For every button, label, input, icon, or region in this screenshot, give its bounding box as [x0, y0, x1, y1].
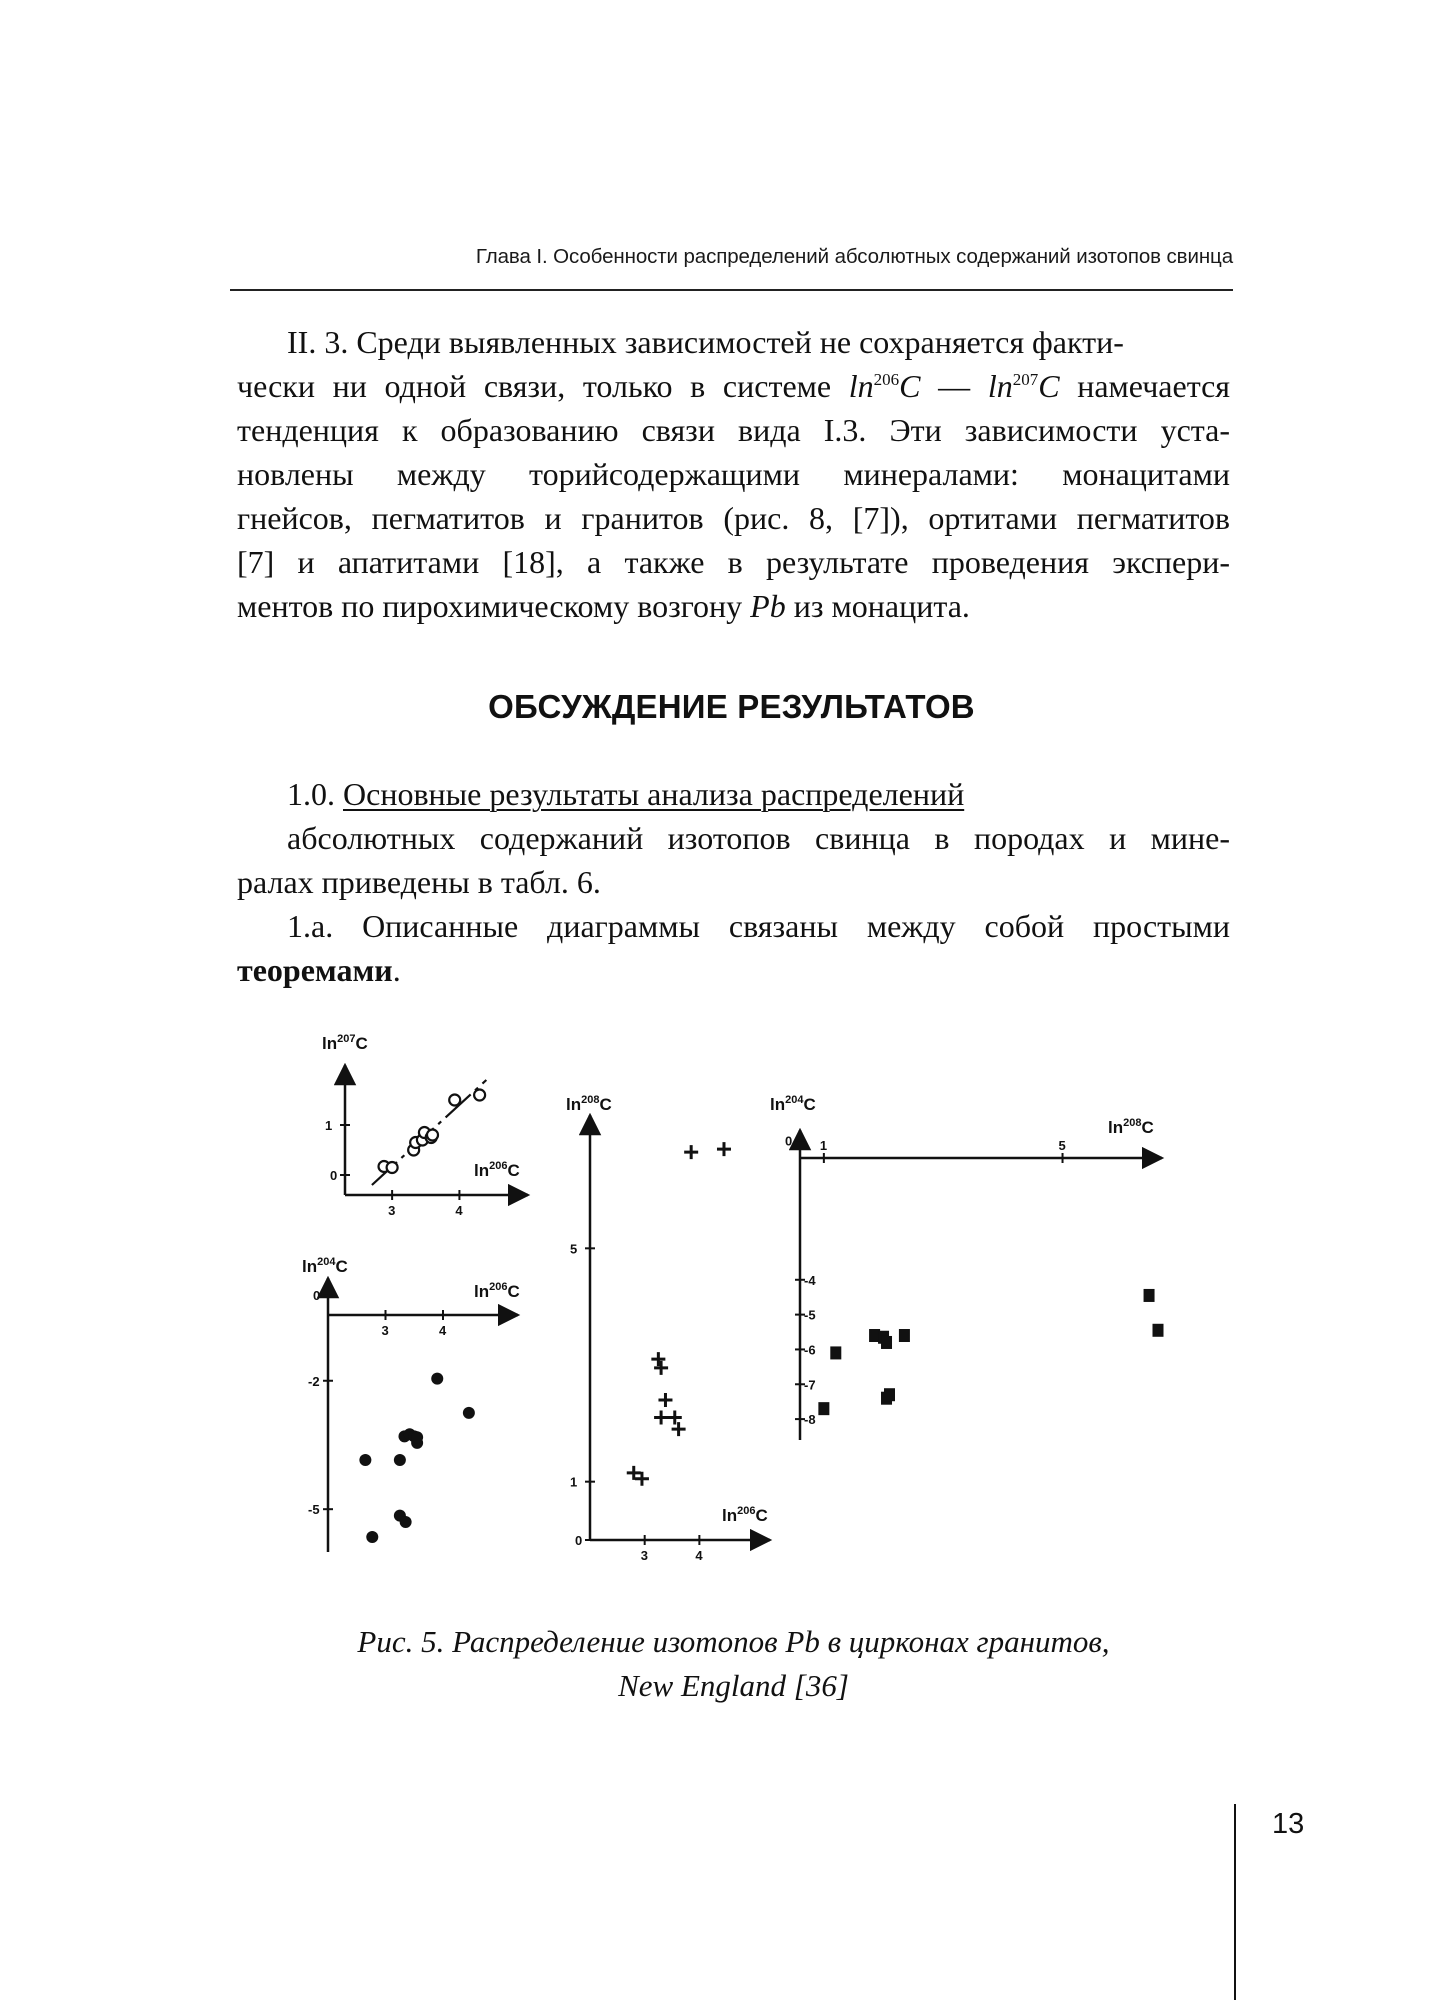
formula-c: C [899, 368, 921, 404]
p2-ylabel: $\ln^{204}C$ [302, 1256, 348, 1276]
data-point-filled-circle [431, 1373, 443, 1385]
y-tick-label: -7 [804, 1377, 816, 1393]
p3-xlabel: $\ln^{206}C$ [722, 1505, 768, 1525]
formula-superscript: 206 [873, 370, 900, 389]
y-tick-label: 1 [325, 1118, 333, 1133]
text-span: новлены между торийсодержащими минералами: монацитами [237, 456, 1230, 492]
data-point-filled-circle [411, 1431, 423, 1443]
y-tick-label: -6 [804, 1342, 816, 1358]
x-tick-label: 5 [1058, 1138, 1066, 1153]
text-span: ралах приведены в табл. 6. [237, 864, 601, 900]
text-span: тенденция к образованию связи вида I.3. Эти зависимости уста- [237, 412, 1230, 448]
y-tick-label: 0 [330, 1168, 338, 1183]
paragraph-1-0 [237, 772, 1230, 860]
x-tick-label: 4 [439, 1323, 447, 1338]
text-line [237, 772, 1230, 816]
y-tick-label: 0 [785, 1133, 793, 1149]
text-line [237, 948, 1230, 992]
data-point-filled-square [881, 1336, 892, 1349]
text-line [237, 816, 1230, 860]
x-tick-label: 3 [640, 1548, 648, 1563]
text-line [237, 540, 1230, 584]
data-point-filled-circle [394, 1454, 406, 1466]
data-point-filled-square [830, 1346, 841, 1359]
data-point-filled-circle [400, 1516, 412, 1528]
header-rule [230, 289, 1233, 291]
text-line [237, 408, 1230, 452]
text-line [237, 584, 1230, 628]
x-tick-label: 4 [695, 1548, 703, 1563]
formula-c: C [1038, 368, 1060, 404]
y-tick-label: 1 [570, 1474, 578, 1490]
x-tick-label: 3 [388, 1203, 396, 1218]
p1-ylabel: $\ln^{207}C$ [322, 1033, 368, 1053]
text-span: из монацита. [785, 588, 970, 624]
panel-4 [770, 1094, 1162, 1440]
panel-2 [302, 1256, 520, 1552]
data-point-filled-circle [359, 1454, 371, 1466]
caption-line-2: New England [36] [618, 1668, 849, 1703]
caption-line-1: Рис. 5. Распределение изотопов Pb в цирконах гранитов, [357, 1624, 1110, 1659]
text-line [237, 320, 1230, 364]
data-point-filled-square [1153, 1324, 1164, 1337]
formula-pb: Pb [750, 588, 786, 624]
x-tick-label: 4 [455, 1203, 463, 1218]
data-point-open-circle [474, 1090, 485, 1101]
y-tick-label: -4 [804, 1272, 816, 1288]
text-span: II. 3. Среди выявленных зависимостей не сохраняется факти- [287, 324, 1124, 360]
formula-superscript: 207 [1012, 370, 1039, 389]
text-dash: — [920, 368, 988, 404]
x-tick-label: 3 [381, 1323, 389, 1338]
data-point-plus [684, 1145, 698, 1159]
data-point-filled-square [1144, 1289, 1155, 1302]
text-line [237, 496, 1230, 540]
text-span: ментов по пирохимическому возгону [237, 588, 751, 624]
data-point-plus [717, 1142, 731, 1156]
running-head: Глава I. Особенности распределений абсолютных содержаний изотопов свинца [475, 245, 1233, 268]
text-span: чески ни одной связи, только в системе [237, 368, 849, 404]
p4-ylabel: $\ln^{204}C$ [770, 1094, 816, 1114]
formula-ln: ln [987, 368, 1013, 404]
data-point-filled-square [899, 1329, 910, 1342]
text-span: . [392, 952, 401, 988]
section-heading: ОБСУЖДЕНИЕ РЕЗУЛЬТАТОВ [488, 688, 975, 725]
text-line [237, 364, 1230, 408]
chart-marks [308, 1090, 1164, 1564]
text-span: гнейсов, пегматитов и гранитов (рис. 8, [7]), ортитами пегматитов [237, 500, 1230, 536]
y-tick-label: 0 [313, 1288, 321, 1304]
text-line [237, 860, 1230, 904]
data-point-filled-circle [366, 1531, 378, 1543]
text-line [237, 452, 1230, 496]
text-span: намечается [1059, 368, 1231, 404]
figure-5-charts [280, 1030, 1180, 1600]
text-span: 1.а. Описанные диаграммы связаны между собой простыми [287, 908, 1230, 944]
bold-term: теоремами [237, 952, 393, 988]
data-point-open-circle [449, 1095, 460, 1106]
data-point-plus [658, 1393, 672, 1407]
y-tick-label: -5 [804, 1307, 816, 1323]
text-line [237, 904, 1230, 948]
paragraph-II-3 [237, 320, 1230, 628]
data-point-filled-circle [463, 1407, 475, 1419]
data-point-open-circle [427, 1130, 438, 1141]
p3-ylabel: $\ln^{208}C$ [566, 1094, 612, 1114]
data-point-filled-square [884, 1388, 895, 1401]
text-span: [7] и апатитами [18], а также в результате проведения экспери- [237, 544, 1230, 580]
p2-xlabel: $\ln^{206}C$ [474, 1281, 520, 1301]
panel-1 [322, 1033, 528, 1195]
data-point-open-circle [387, 1162, 398, 1173]
figure-caption [237, 1620, 1230, 1708]
underlined-text: Основные результаты анализа распределений [343, 776, 965, 812]
y-tick-label: -5 [308, 1502, 320, 1518]
p4-xlabel: $\ln^{208}C$ [1108, 1117, 1154, 1137]
data-point-plus [654, 1361, 668, 1375]
paragraph-1-0-end [237, 860, 1230, 904]
panel-3 [566, 1094, 770, 1540]
y-tick-label: -8 [804, 1412, 816, 1428]
data-point-filled-square [818, 1402, 829, 1415]
data-point-plus [651, 1352, 665, 1366]
item-number: 1.0. [287, 776, 343, 812]
page-number-rule [1234, 1804, 1236, 2000]
paragraph-1-a [237, 904, 1230, 992]
x-tick-label: 1 [819, 1138, 828, 1153]
y-tick-label: -2 [308, 1373, 320, 1389]
formula-ln: ln [848, 368, 874, 404]
page-number: 13 [1272, 1808, 1305, 1840]
y-tick-label: 0 [575, 1533, 583, 1548]
p1-xlabel: $\ln^{206}C$ [474, 1160, 520, 1180]
data-point-plus [654, 1411, 668, 1425]
y-tick-label: 5 [570, 1241, 578, 1257]
text-span: абсолютных содержаний изотопов свинца в породах и мине- [287, 820, 1230, 856]
